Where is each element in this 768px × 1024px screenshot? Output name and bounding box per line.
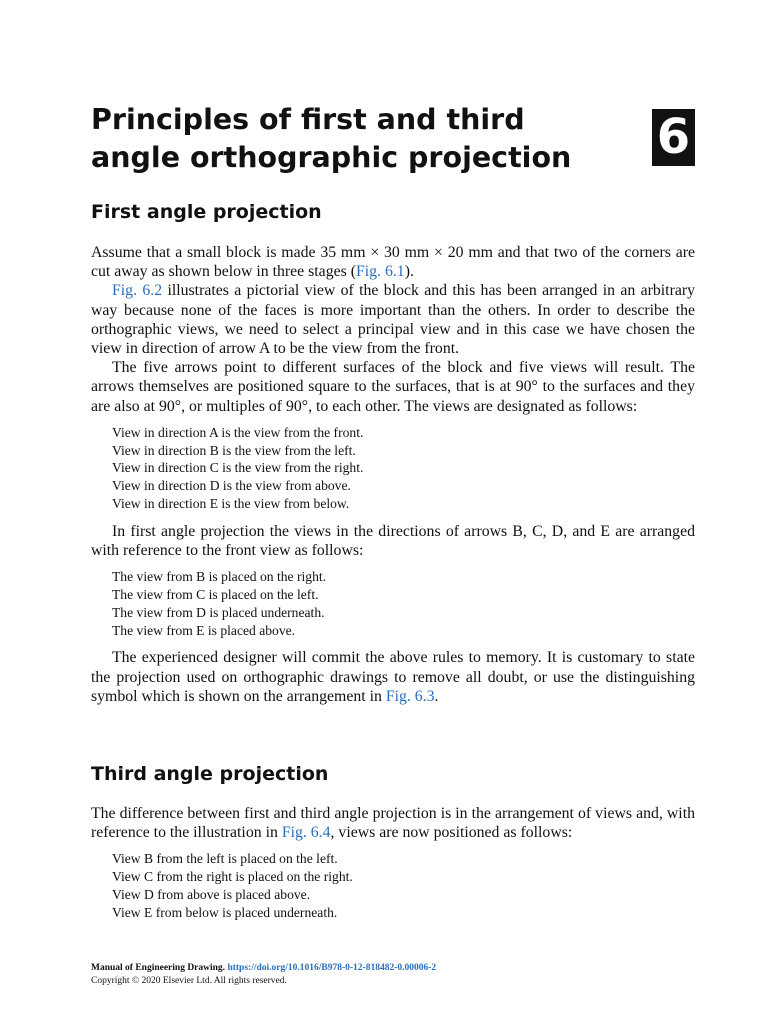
list-item: View in direction D is the view from above. [112, 478, 351, 494]
paragraph: The five arrows point to different surfaces of the block and five views will result. The arrows themselves are positioned square to the surfaces, that is at 90° to the surfaces and they are also at 90°, or multiples of 90°, to each other. The views are designated as follows: [91, 359, 695, 415]
figure-link-6-2[interactable]: Fig. 6.2 [112, 282, 163, 300]
paragraph: In first angle projection the views in the directions of arrows B, C, D, and E are arranged with reference to the front view as follows: [91, 522, 695, 560]
page-footer [91, 962, 695, 988]
list-item: View in direction E is the view from below. [112, 496, 350, 512]
paragraph [91, 648, 695, 706]
book-title: Manual of Engineering Drawing. [91, 963, 226, 973]
list-item: The view from E is placed above. [112, 622, 296, 638]
chapter-number-badge: 6 [652, 109, 695, 166]
list-item: View in direction C is the view from the right. [112, 460, 364, 476]
paragraph [91, 804, 695, 842]
section-heading-third-angle: Third angle projection [91, 763, 329, 785]
list-item: View B from the left is placed on the left. [112, 851, 338, 867]
list-item: View in direction B is the view from the left. [112, 442, 356, 458]
figure-link-6-3[interactable]: Fig. 6.3 [385, 687, 435, 705]
list-item: The view from B is placed on the right. [112, 569, 327, 585]
paragraph-text: ). [404, 263, 414, 281]
first-angle-placement-list [112, 568, 695, 639]
paragraph-text: Assume that a small block is made 35 mm × 30 mm × 20 mm and that two of the corners are cut away as shown below in three stages ( [91, 244, 695, 281]
paragraph-text: The difference between first and third angle projection is in the arrangement of views and, with reference to the illustration in [91, 805, 695, 842]
paragraph-text: , views are now positioned as follows: [330, 824, 573, 842]
section-third-angle-body [91, 804, 695, 931]
list-item: View in direction A is the view from the front. [112, 424, 364, 440]
section-first-angle-body [91, 243, 695, 706]
list-item: The view from C is placed on the left. [112, 587, 319, 603]
copyright-notice: Copyright © 2020 Elsevier Ltd. All rights reserved. [91, 976, 287, 986]
list-item: View C from the right is placed on the right. [112, 869, 353, 885]
list-item: View D from above is placed above. [112, 887, 311, 902]
paragraph-text: illustrates a pictorial view of the block and this has been arranged in an arbitrary way because none of the faces is more important than the others. In order to describe the orthographic views, we need to select a principal view and in this case we have chosen the view in direction of arrow A to be the view from the front. [91, 282, 696, 358]
footer-citation [91, 962, 695, 975]
list-item: View E from below is placed underneath. [112, 904, 338, 920]
figure-link-6-1[interactable]: Fig. 6.1 [355, 263, 405, 281]
figure-link-6-4[interactable]: Fig. 6.4 [281, 824, 331, 842]
section-heading-first-angle: First angle projection [91, 201, 322, 223]
paragraph [91, 243, 695, 281]
view-directions-list [112, 424, 695, 513]
third-angle-placement-list [112, 850, 695, 921]
doi-link[interactable]: https://doi.org/10.1016/B978-0-12-818482-0.00006-2 [227, 963, 437, 973]
paragraph-text: . [434, 687, 439, 705]
paragraph [91, 281, 695, 358]
paragraph-text: The experienced designer will commit the above rules to memory. It is customary to state the projection used on orthographic drawings to remove all doubt, or use the distinguishing symbol which is shown on the arrangement in [91, 649, 695, 705]
list-item: The view from D is placed underneath. [112, 604, 325, 620]
chapter-title: Principles of first and third angle orthographic projection [91, 103, 572, 174]
